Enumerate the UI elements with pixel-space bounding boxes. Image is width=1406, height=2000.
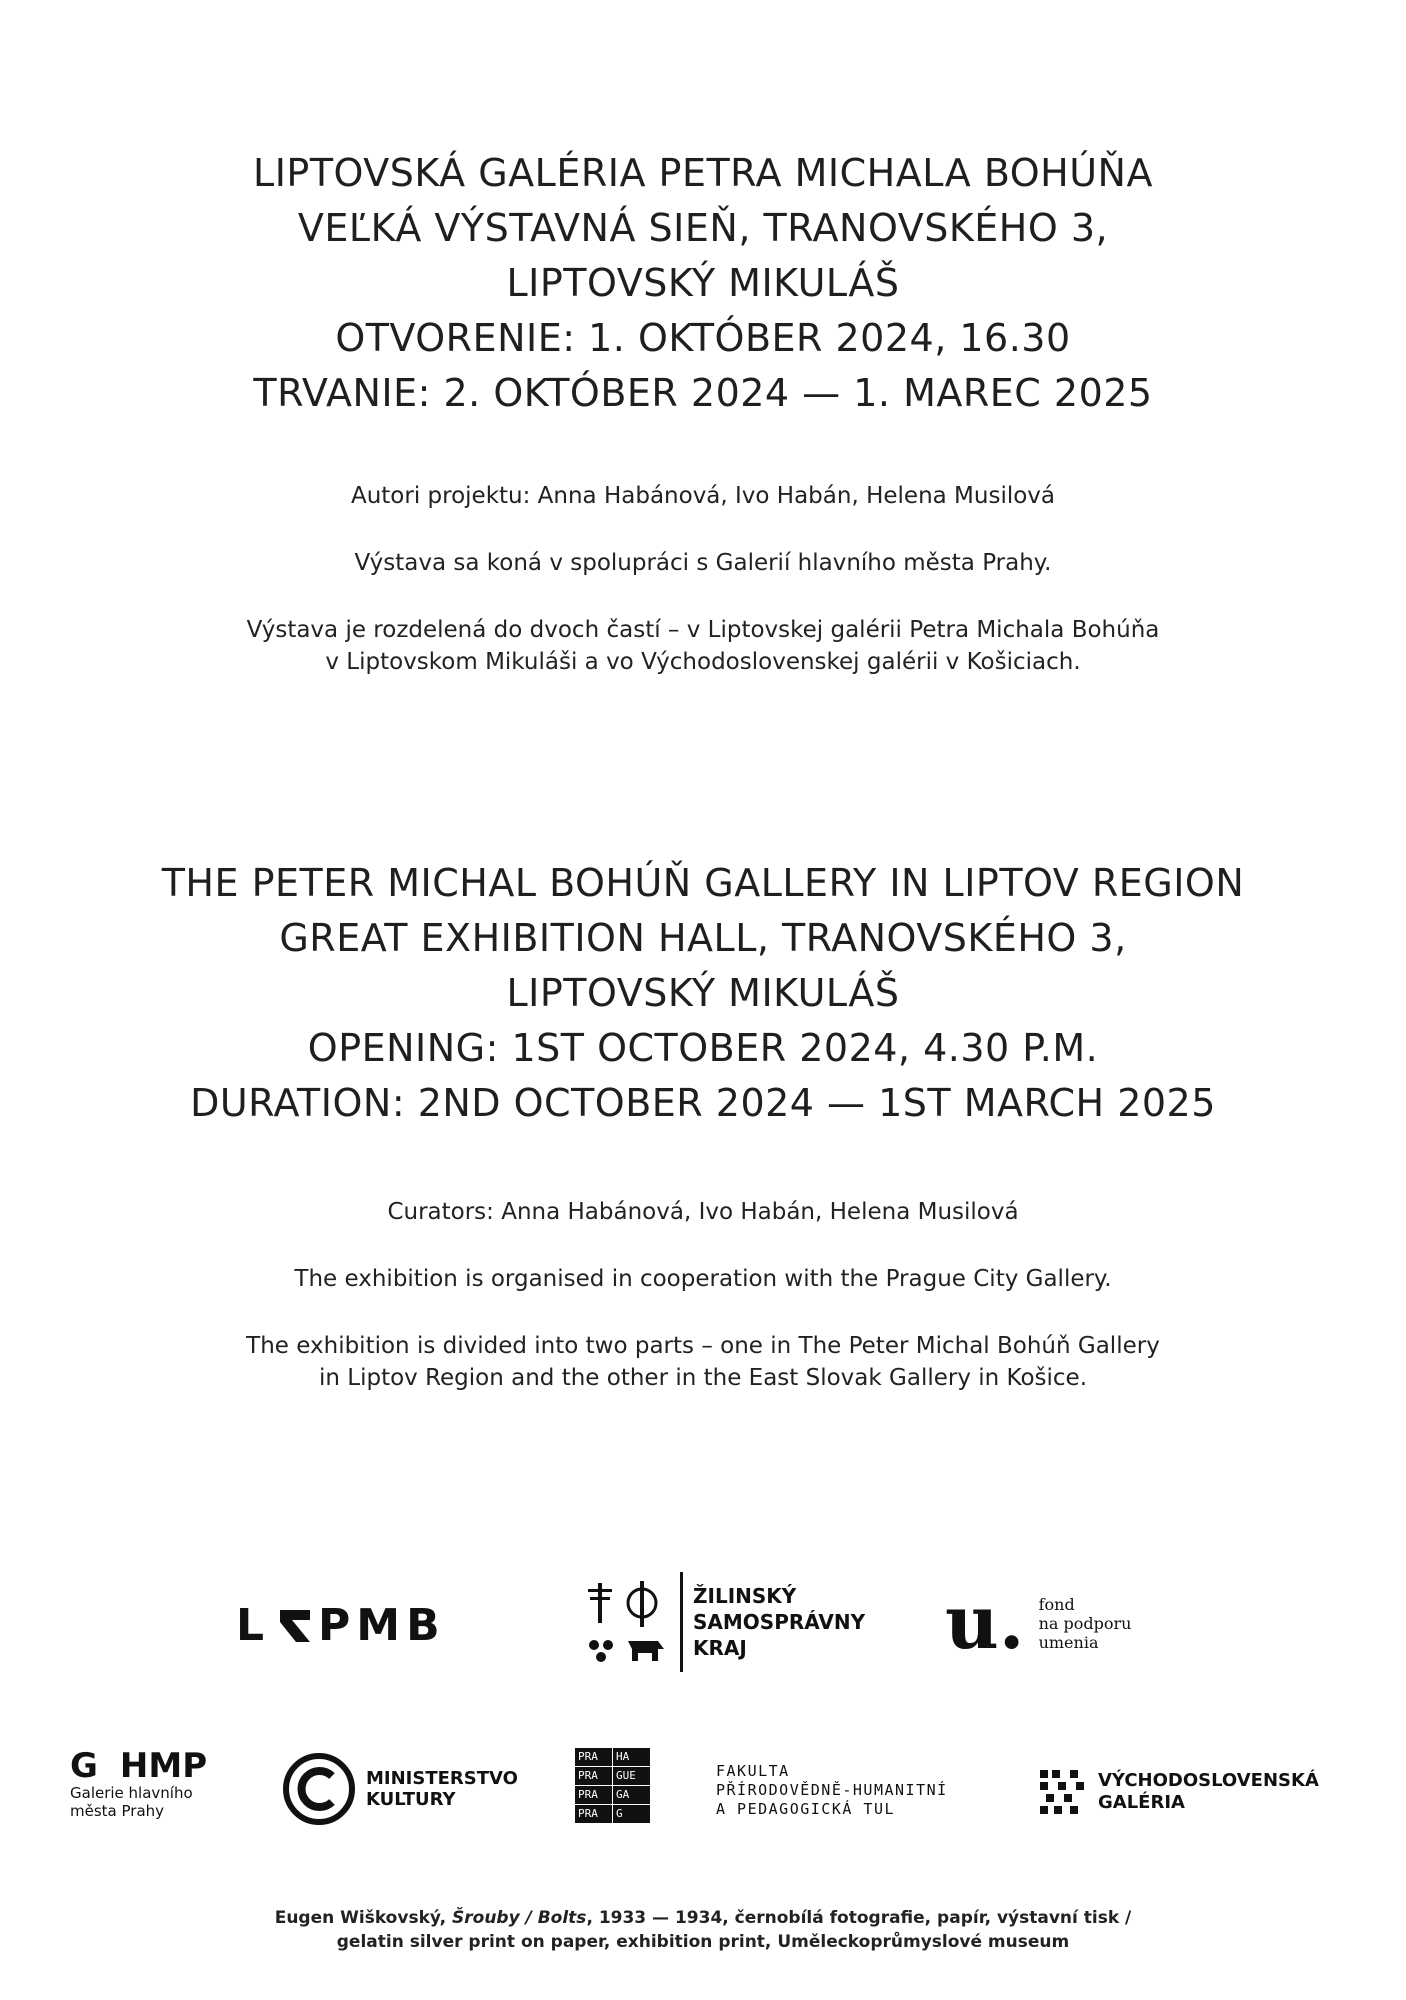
heading-line: OTVORENIE: 1. OKTÓBER 2024, 16.30: [335, 316, 1071, 360]
heading-line: LIPTOVSKÁ GALÉRIA PETRA MICHALA BOHÚŇA: [253, 151, 1153, 195]
slovak-authors: Autori projektu: Anna Habánová, Ivo Habán, Helena Musilová: [350, 483, 1056, 509]
slovak-cooperation: Výstava sa koná v spolupráci s Galerií hlavního města Prahy.: [354, 550, 1052, 576]
ghmp-logo: G HMP Galerie hlavního města Prahy: [70, 1746, 208, 1820]
heading-line: LIPTOVSKÝ MIKULÁŠ: [506, 261, 900, 305]
lgpmb-logo: L PMB: [236, 1600, 446, 1651]
english-division: [0, 1330, 1406, 1394]
english-curators: Curators: Anna Habánová, Ivo Habán, Helena Musilová: [387, 1199, 1019, 1225]
fond-na-podporu-umenia-logo: u. fond na podporu umenia: [945, 1580, 1132, 1666]
divider: [680, 1572, 683, 1672]
coat-of-arms-icon: [580, 1575, 670, 1670]
praha-logo: PRA HA PRA GUE PRA GA PRA G: [575, 1748, 651, 1824]
division-line: The exhibition is divided into two parts – one in The Peter Michal Bohúň Gallery: [246, 1333, 1160, 1359]
heading-line: THE PETER MICHAL BOHÚŇ GALLERY IN LIPTOV REGION: [161, 861, 1245, 905]
photo-caption: [0, 1906, 1406, 1954]
heading-line: VEĽKÁ VÝSTAVNÁ SIEŇ, TRANOVSKÉHO 3,: [297, 206, 1109, 250]
slovak-heading: [0, 146, 1406, 421]
heading-line: DURATION: 2ND OCTOBER 2024 — 1ST MARCH 2025: [190, 1081, 1216, 1125]
division-line: v Liptovskom Mikuláši a vo Východoslovenskej galérii v Košiciach.: [325, 649, 1081, 675]
slovak-division: [0, 614, 1406, 678]
vsg-maze-icon: [1040, 1770, 1084, 1814]
zilinsky-kraj-logo: ŽILINSKÝ SAMOSPRÁVNY KRAJ: [580, 1572, 865, 1672]
caption-line-1: Eugen Wiškovský, Šrouby / Bolts, 1933 — 1934, černobílá fotografie, papír, výstavní tisk /: [274, 1908, 1132, 1928]
division-line: Výstava je rozdelená do dvoch častí – v Liptovskej galérii Petra Michala Bohúňa: [246, 617, 1160, 643]
english-cooperation: The exhibition is organised in cooperation with the Prague City Gallery.: [294, 1266, 1112, 1292]
heading-line: TRVANIE: 2. OKTÓBER 2024 — 1. MAREC 2025: [253, 371, 1153, 415]
lgpmb-arrow-icon: [274, 1606, 314, 1646]
mk-c-icon: [282, 1752, 356, 1826]
heading-line: GREAT EXHIBITION HALL, TRANOVSKÉHO 3,: [279, 916, 1127, 960]
heading-line: LIPTOVSKÝ MIKULÁŠ: [506, 971, 900, 1015]
fakulta-tul-logo: FAKULTA PŘÍRODOVĚDNĚ-HUMANITNÍ A PEDAGOGICKÁ TUL: [716, 1762, 948, 1818]
division-line: in Liptov Region and the other in the East Slovak Gallery in Košice.: [318, 1365, 1088, 1391]
heading-line: OPENING: 1ST OCTOBER 2024, 4.30 P.M.: [307, 1026, 1099, 1070]
ministerstvo-kultury-logo: MINISTERSTVO KULTURY: [282, 1752, 518, 1826]
english-heading: [0, 856, 1406, 1131]
vychodoslovenska-galeria-logo: VÝCHODOSLOVENSKÁ GALÉRIA: [1040, 1770, 1319, 1814]
caption-line-2: gelatin silver print on paper, exhibition print, Uměleckoprůmyslové museum: [336, 1932, 1070, 1952]
